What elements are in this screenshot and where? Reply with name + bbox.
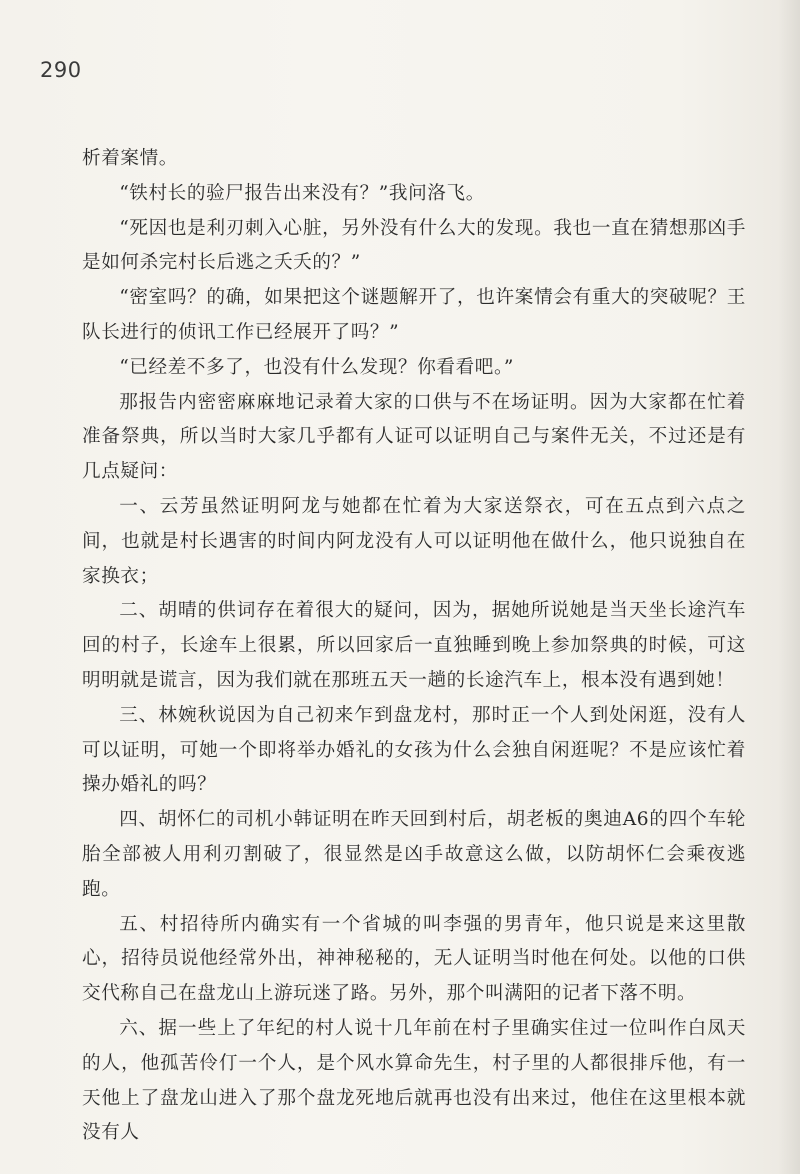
paragraph: “密室吗？的确，如果把这个谜题解开了，也许案情会有重大的突破呢？王队长进行的侦讯工作已经展开了吗？” [82, 287, 746, 343]
paragraph: 二、胡晴的供词存在着很大的疑问，因为，据她所说她是当天坐长途汽车回的村子，长途车上很累，所以回家后一直独睡到晚上参加祭典的时候，可这明明就是谎言，因为我们就在那班五天一趟的长途汽车上，根本没有遇到她！ [82, 600, 746, 691]
paragraph: “死因也是利刃刺入心脏，另外没有什么大的发现。我也一直在猜想那凶手是如何杀完村长后逃之夭夭的？” [82, 217, 746, 274]
page-edge-shadow [778, 0, 800, 1174]
paragraph: 析着案情。 [82, 148, 178, 169]
paragraph: 六、据一些上了年纪的村人说十几年前在村子里确实住过一位叫作白凤天的人，他孤苦伶仃一个人，是个风水算命先生，村子里的人都很排斥他，有一天他上了盘龙山进入了那个盘龙死地后就再也没有出来过，他住在这里根本就没有人 [82, 1017, 746, 1144]
paragraph: 四、胡怀仁的司机小韩证明在昨天回到村后，胡老板的奥迪A6的四个车轮胎全部被人用利刃割破了，很显然是凶手故意这么做，以防胡怀仁会乘夜逃跑。 [82, 809, 746, 900]
paragraph: 那报告内密密麻麻地记录着大家的口供与不在场证明。因为大家都在忙着准备祭典，所以当时大家几乎都有人证可以证明自己与案件无关，不过还是有几点疑问： [82, 391, 746, 483]
paragraph: “已经差不多了，也没有什么发现？你看看吧。” [119, 356, 514, 378]
paragraph: 一、云芳虽然证明阿龙与她都在忙着为大家送祭衣，可在五点到六点之间，也就是村长遇害的时间内阿龙没有人可以证明他在做什么，他只说独自在家换衣； [82, 495, 746, 587]
paragraph: “铁村长的验尸报告出来没有？”我问洛飞。 [119, 182, 485, 204]
body-text [82, 142, 746, 1151]
paragraph: 五、村招待所内确实有一个省城的叫李强的男青年，他只说是来这里散心，招待员说他经常外出，神神秘秘的，无人证明当时他在何处。以他的口供交代称自己在盘龙山上游玩迷了路。另外，那个叫满阳的记者下落不明。 [82, 913, 746, 1005]
page-number: 290 [40, 58, 82, 82]
paragraph: 三、林婉秋说因为自己初来乍到盘龙村，那时正一个人到处闲逛，没有人可以证明，可她一个即将举办婚礼的女孩为什么会独自闲逛呢？不是应该忙着操办婚礼的吗？ [82, 704, 746, 796]
